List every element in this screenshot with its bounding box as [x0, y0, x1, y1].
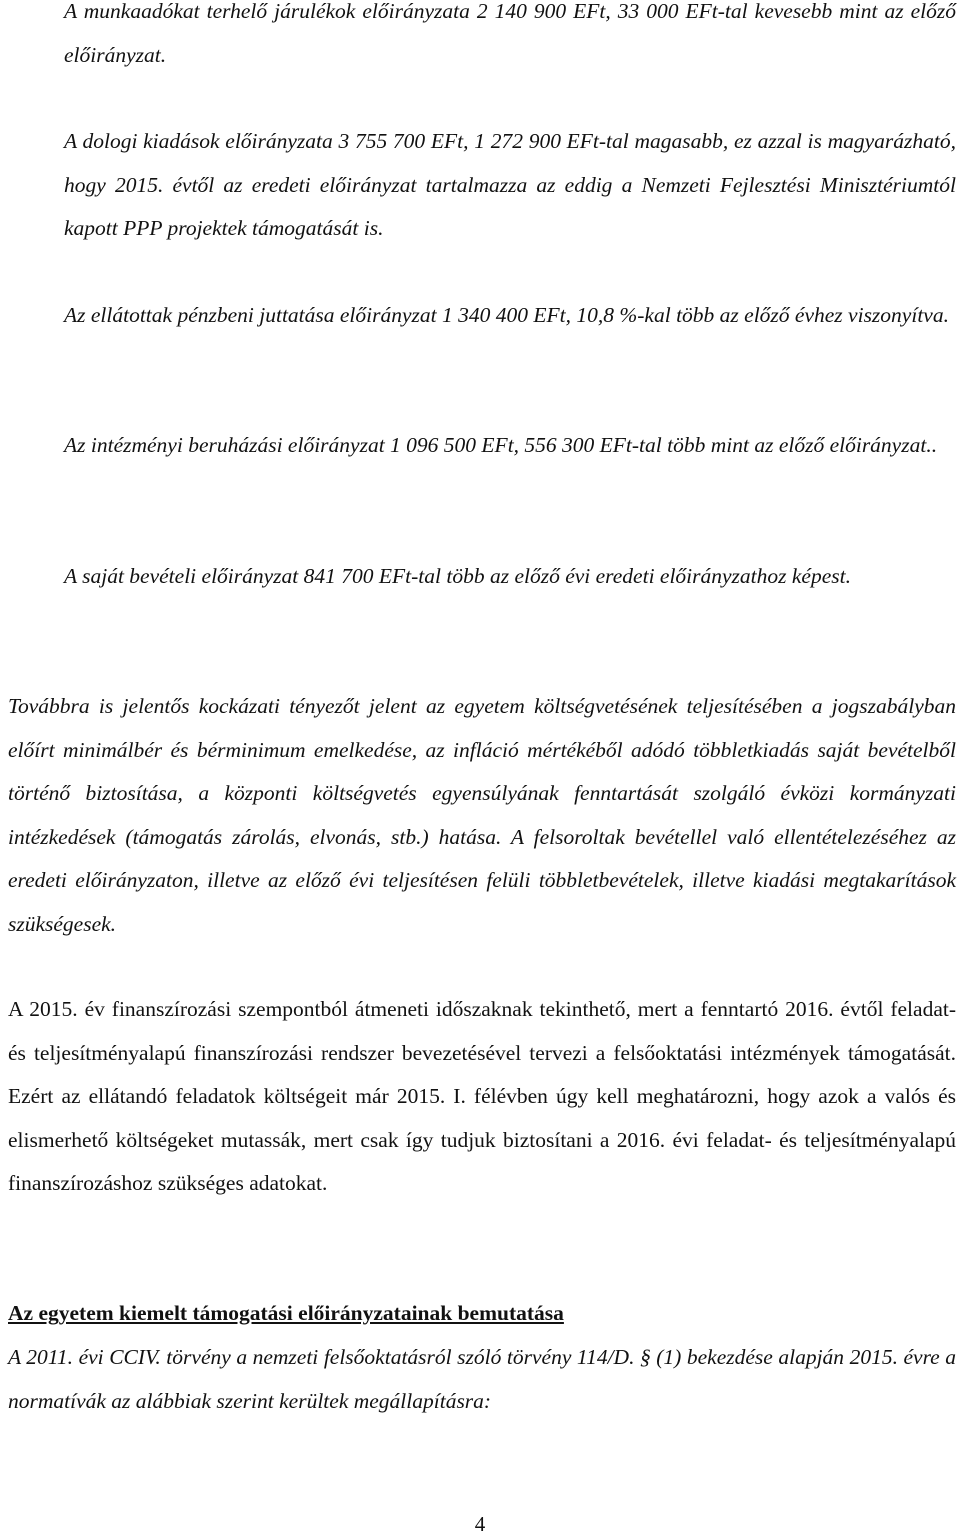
paragraph-employer-contributions: A munkaadókat terhelő járulékok előirányzata 2 140 900 EFt, 33 000 EFt-tal kevesebb mint az előző előirányzat. — [64, 0, 956, 67]
paragraph-own-revenue: A saját bevételi előirányzat 841 700 EFt-tal több az előző évi eredeti előirányzathoz képest. — [64, 564, 851, 588]
page-number: 4 — [474, 1512, 486, 1536]
paragraph-cash-benefits: Az ellátottak pénzbeni juttatása előirányzat 1 340 400 EFt, 10,8 %-kal több az előző évhez viszonyítva. — [64, 303, 949, 327]
section-heading: Az egyetem kiemelt támogatási előirányzatainak bemutatása — [8, 1301, 564, 1325]
paragraph-institutional-investment: Az intézményi beruházási előirányzat 1 096 500 EFt, 556 300 EFt-tal több mint az előző előirányzat.. — [64, 433, 938, 457]
paragraph-legal-basis: A 2011. évi CCIV. törvény a nemzeti felsőoktatásról szóló törvény 114/D. § (1) bekezdése alapján 2015. évre a normatívák az alábbiak szerint kerültek megállapításra: — [8, 1345, 956, 1413]
paragraph-financing-transition: A 2015. év finanszírozási szempontból átmeneti időszaknak tekinthető, mert a fenntartó 2016. évtől feladat- és teljesítményalapú finanszírozási rendszer bevezetésével tervezi a felsőoktatási intézmények támogatását. Ezért az ellátandó feladatok költségeit már 2015. I. félévben úgy kell meghatározni, hogy azok a valós és elismerhető költségeket mutassák, mert csak így tudjuk biztosítani a 2016. évi feladat- és teljesítményalapú finanszírozáshoz szükséges adatokat. — [8, 997, 956, 1196]
paragraph-risk-factors: Továbbra is jelentős kockázati tényezőt jelent az egyetem költségvetésének teljesítésében a jogszabályban előírt minimálbér és bérminimum emelkedése, az infláció mértékéből adódó többletkiadás saját bevételből történő biztosítása, a központi költségvetés egyensúlyának fenntartását szolgáló évközi kormányzati intézkedések (támogatás zárolás, elvonás, stb.) hatása. A felsoroltak bevétellel való ellentételezéséhez az eredeti előirányzaton, illetve az előző évi teljesítésen felüli többletbevételek, illetve kiadási megtakarítások szükségesek. — [8, 694, 956, 936]
paragraph-material-expenses: A dologi kiadások előirányzata 3 755 700 EFt, 1 272 900 EFt-tal magasabb, ez azzal is magyarázható, hogy 2015. évtől az eredeti előirányzat tartalmazza az eddig a Nemzeti Fejlesztési Minisztériumtól kapott PPP projektek támogatását is. — [64, 129, 956, 241]
